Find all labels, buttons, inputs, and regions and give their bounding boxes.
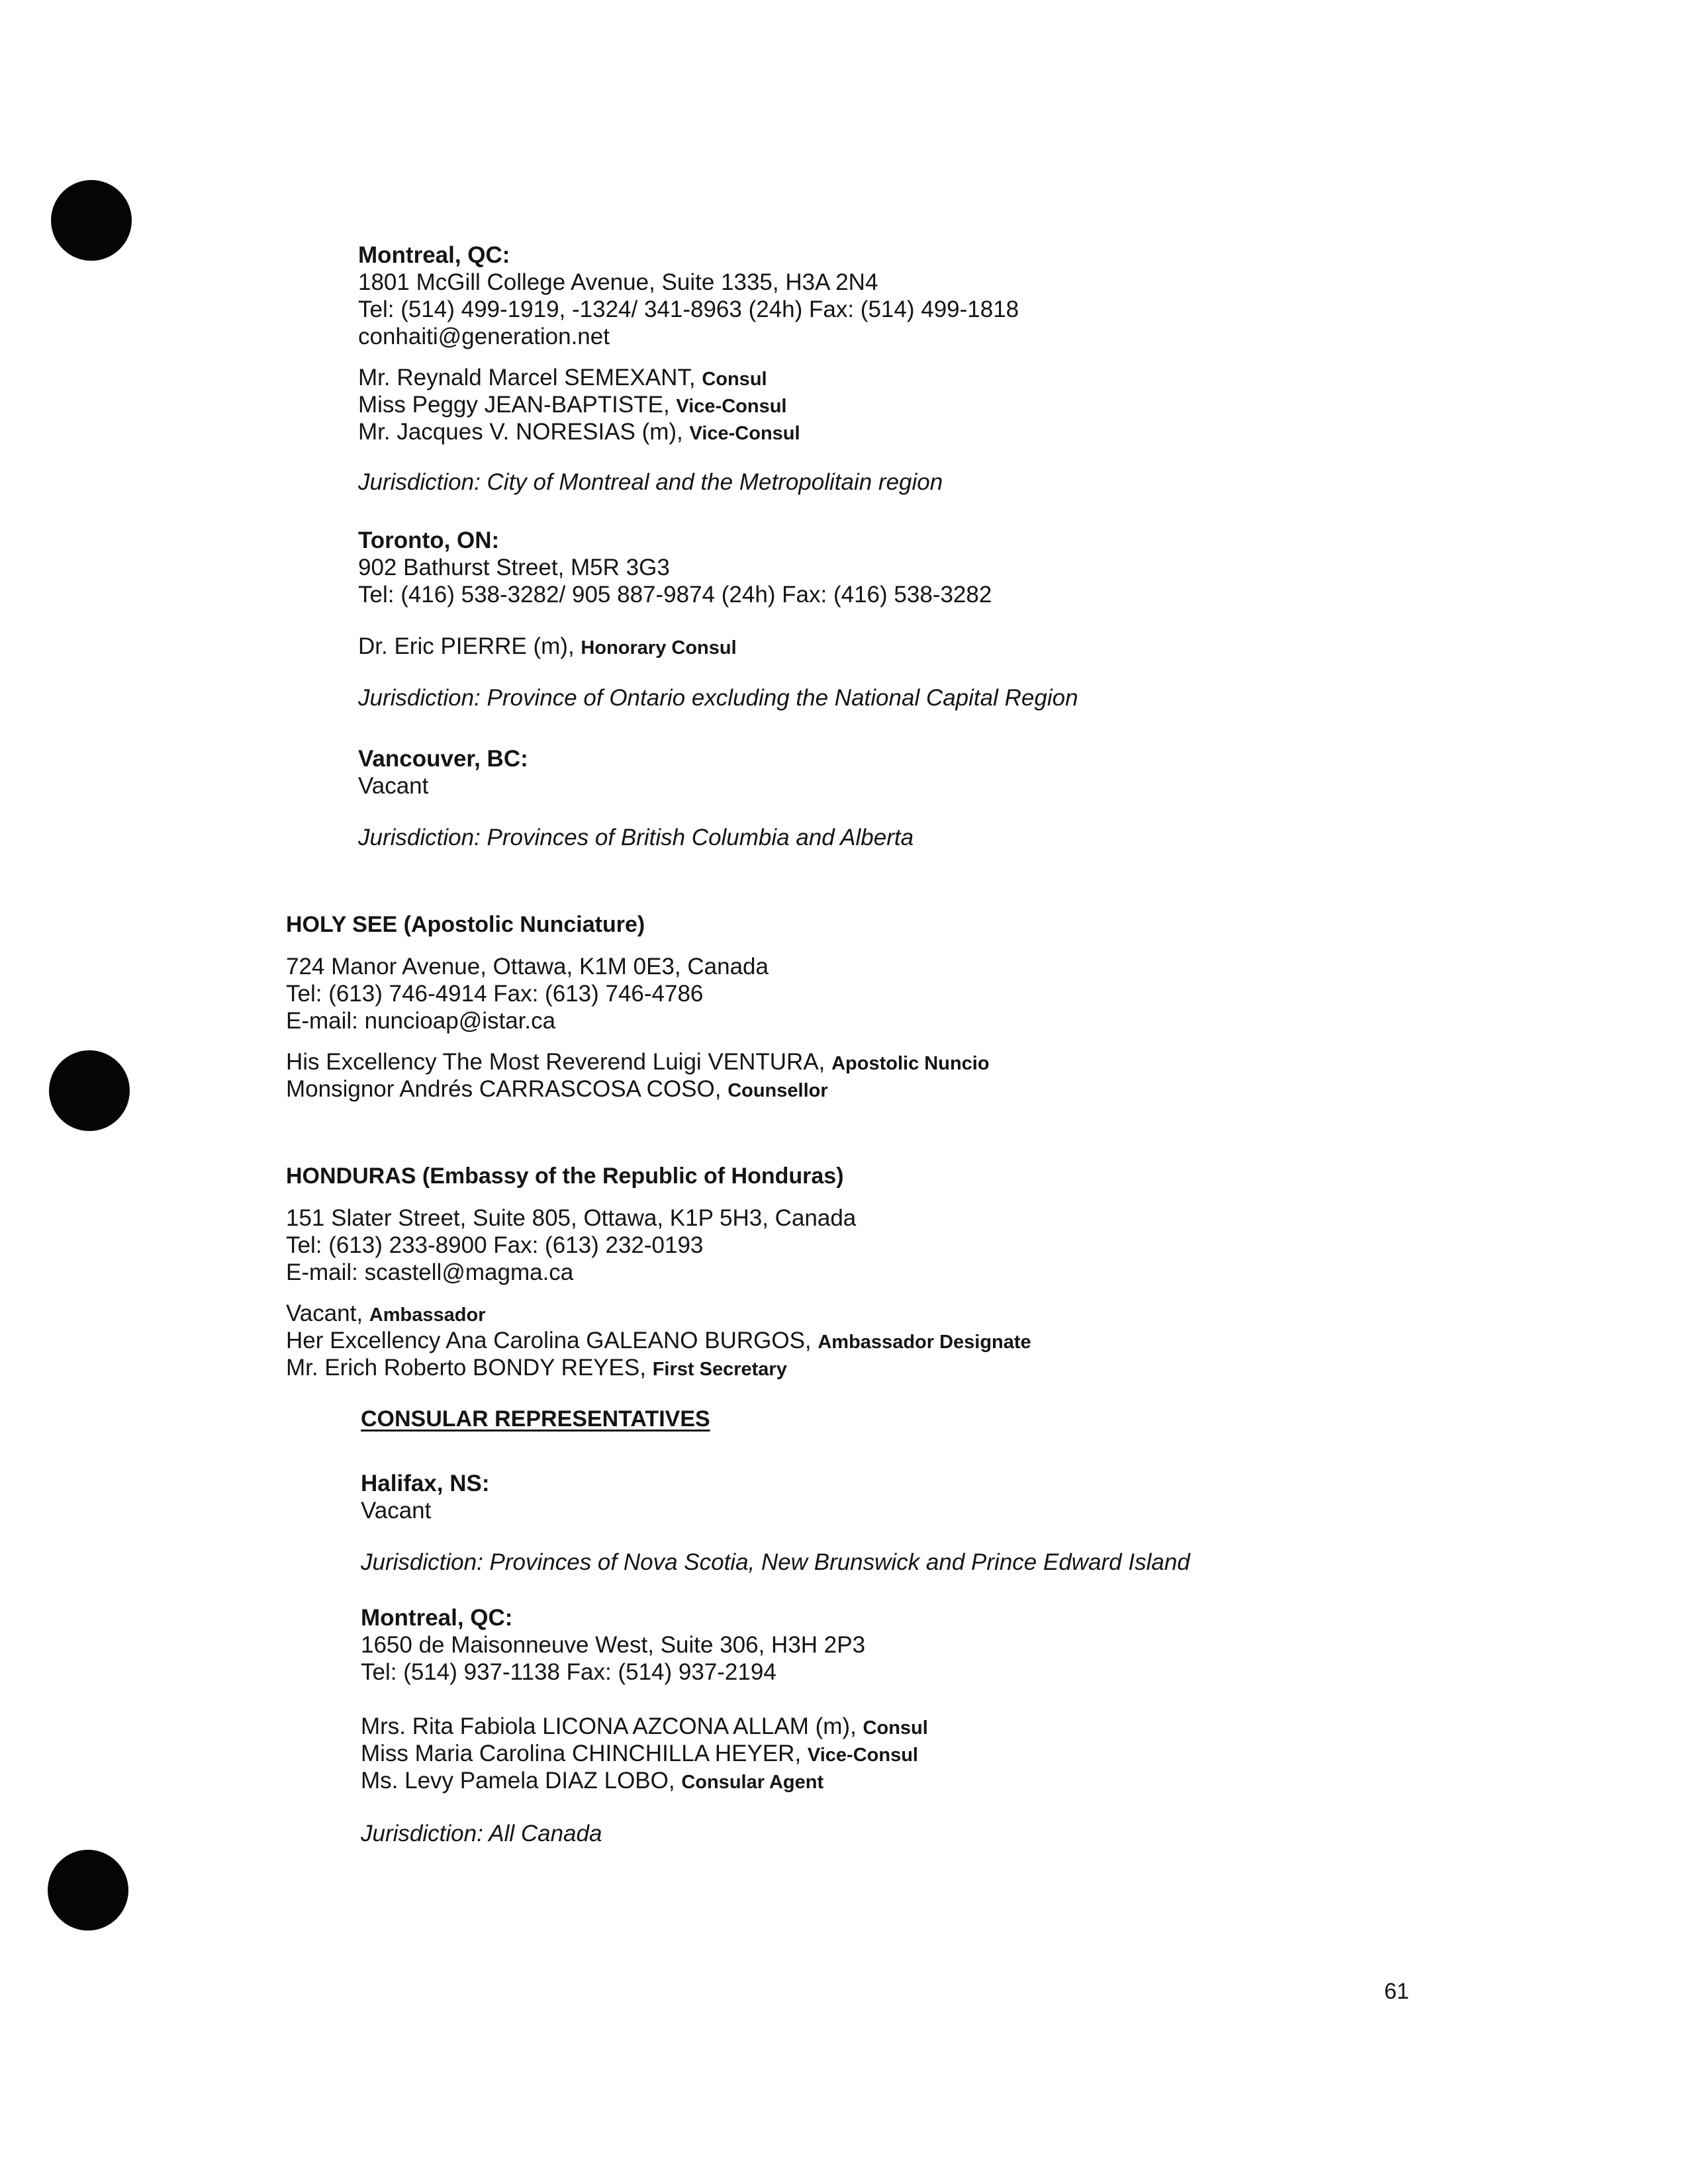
person-entry xyxy=(286,1048,990,1077)
person-name: Mr. Erich Roberto BONDY REYES, xyxy=(286,1355,653,1381)
consular-representatives-heading: CONSULAR REPRESENTATIVES xyxy=(361,1406,710,1432)
person-name: Monsignor Andrés CARRASCOSA COSO, xyxy=(286,1076,728,1102)
person-entry xyxy=(358,418,800,447)
email: E-mail: scastell@magma.ca xyxy=(286,1259,574,1285)
jurisdiction: Jurisdiction: Provinces of British Columbia and Alberta xyxy=(358,825,914,850)
jurisdiction: Jurisdiction: Province of Ontario excluding the National Capital Region xyxy=(358,685,1078,711)
person-role: Vice-Consul xyxy=(689,423,800,444)
address: 1650 de Maisonneuve West, Suite 306, H3H 2P3 xyxy=(361,1632,866,1658)
person-role: Counsellor xyxy=(727,1080,828,1101)
telephone-fax: Tel: (613) 233-8900 Fax: (613) 232-0193 xyxy=(286,1232,704,1258)
person-role: Honorary Consul xyxy=(581,637,737,659)
person-name: Miss Maria Carolina CHINCHILLA HEYER, xyxy=(361,1741,808,1766)
person-entry xyxy=(286,1327,1031,1356)
person-entry xyxy=(286,1075,828,1105)
person-role: Ambassador xyxy=(369,1304,486,1326)
person-entry xyxy=(358,364,767,393)
telephone-fax: Tel: (613) 746-4914 Fax: (613) 746-4786 xyxy=(286,981,704,1007)
status: Vacant xyxy=(358,773,429,799)
section-heading: Toronto, ON: xyxy=(358,527,500,553)
country-heading: HONDURAS (Embassy of the Republic of Honduras) xyxy=(286,1163,844,1189)
punch-hole-top xyxy=(51,180,132,261)
address: 1801 McGill College Avenue, Suite 1335, H3A 2N4 xyxy=(358,269,878,295)
person-role: Apostolic Nuncio xyxy=(831,1053,990,1074)
email: E-mail: nuncioap@istar.ca xyxy=(286,1008,556,1034)
telephone-fax: Tel: (514) 499-1919, -1324/ 341-8963 (24h) Fax: (514) 499-1818 xyxy=(358,296,1019,322)
person-role: Ambassador Designate xyxy=(818,1332,1031,1353)
punch-hole-bottom xyxy=(48,1850,128,1931)
person-name: His Excellency The Most Reverend Luigi VENTURA, xyxy=(286,1049,832,1075)
person-role: Vice-Consul xyxy=(807,1745,918,1766)
section-heading: Montreal, QC: xyxy=(358,242,510,268)
person-name: Mr. Reynald Marcel SEMEXANT, xyxy=(358,365,702,390)
jurisdiction: Jurisdiction: All Canada xyxy=(361,1821,602,1846)
person-entry xyxy=(358,391,786,420)
telephone-fax: Tel: (416) 538-3282/ 905 887-9874 (24h) Fax: (416) 538-3282 xyxy=(358,582,992,608)
section-heading: Montreal, QC: xyxy=(361,1605,513,1631)
person-name: Miss Peggy JEAN-BAPTISTE, xyxy=(358,392,677,418)
person-entry xyxy=(361,1713,928,1742)
person-entry xyxy=(361,1767,823,1796)
address: 902 Bathurst Street, M5R 3G3 xyxy=(358,555,670,580)
person-entry xyxy=(286,1300,486,1329)
address: 724 Manor Avenue, Ottawa, K1M 0E3, Canada xyxy=(286,954,769,979)
page-number: 61 xyxy=(1384,1979,1409,2004)
person-role: Consular Agent xyxy=(681,1772,824,1793)
person-role: First Secretary xyxy=(652,1359,787,1380)
person-name: Mrs. Rita Fabiola LICONA AZCONA ALLAM (m), xyxy=(361,1713,863,1739)
section-heading: Halifax, NS: xyxy=(361,1471,490,1496)
person-name: Ms. Levy Pamela DIAZ LOBO, xyxy=(361,1768,682,1794)
email: conhaiti@generation.net xyxy=(358,324,610,349)
person-name: Vacant, xyxy=(286,1300,369,1326)
telephone-fax: Tel: (514) 937-1138 Fax: (514) 937-2194 xyxy=(361,1659,776,1685)
person-entry xyxy=(286,1354,787,1383)
person-role: Consul xyxy=(863,1717,928,1739)
person-entry xyxy=(361,1740,918,1769)
person-role: Vice-Consul xyxy=(676,396,787,417)
jurisdiction: Jurisdiction: Provinces of Nova Scotia, New Brunswick and Prince Edward Island xyxy=(361,1549,1190,1575)
person-entry xyxy=(358,633,737,662)
country-heading: HOLY SEE (Apostolic Nunciature) xyxy=(286,912,645,937)
jurisdiction: Jurisdiction: City of Montreal and the Metropolitain region xyxy=(358,469,943,495)
section-heading: Vancouver, BC: xyxy=(358,746,528,772)
punch-hole-middle xyxy=(49,1050,130,1131)
person-name: Her Excellency Ana Carolina GALEANO BURGOS, xyxy=(286,1328,818,1353)
status: Vacant xyxy=(361,1498,432,1524)
address: 151 Slater Street, Suite 805, Ottawa, K1P 5H3, Canada xyxy=(286,1205,857,1231)
person-name: Dr. Eric PIERRE (m), xyxy=(358,633,581,659)
person-role: Consul xyxy=(702,369,767,390)
person-name: Mr. Jacques V. NORESIAS (m), xyxy=(358,419,690,445)
